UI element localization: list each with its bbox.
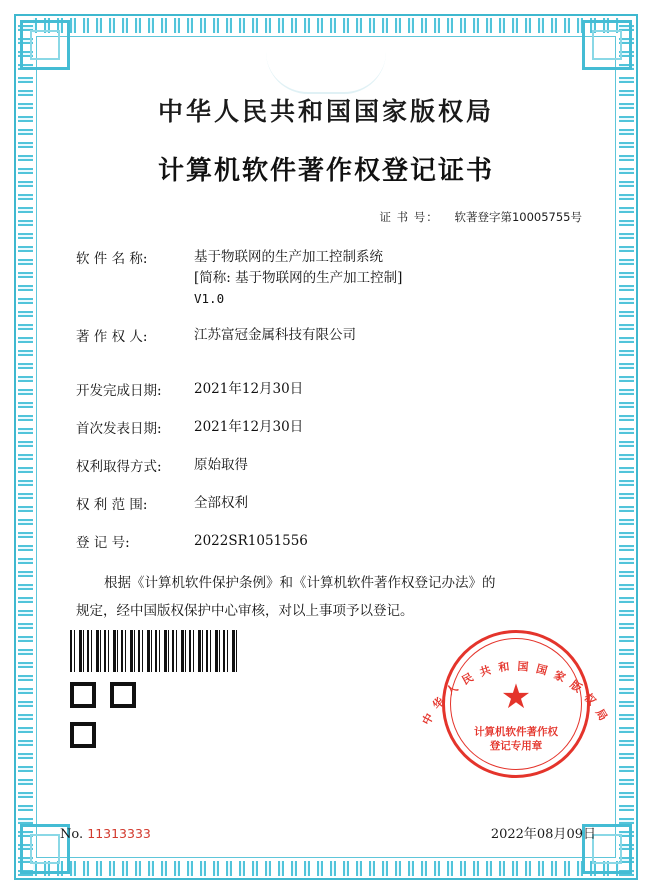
software-name-line-1: 基于物联网的生产加工控制系统 (194, 249, 383, 265)
field-label-registration-number: 登 记 号: (76, 534, 130, 551)
field-row (76, 379, 604, 400)
field-label-copyright-owner: 著 作 权 人: (76, 329, 148, 346)
field-row (76, 493, 604, 514)
border-band-bottom (18, 861, 634, 876)
field-row (76, 247, 604, 308)
software-name-line-2: [简称: 基于物联网的生产加工控制] (194, 269, 403, 286)
legal-statement-line-1: 根据《计算机软件保护条例》和《计算机软件著作权登记办法》的 (104, 574, 496, 591)
barcode (70, 630, 240, 672)
field-value-rights-scope: 全部权利 (194, 494, 248, 511)
serial-number-value: 11313333 (87, 826, 151, 841)
certificate-number-label: 证 书 号： (379, 210, 439, 224)
border-band-left (18, 18, 33, 876)
legal-statement-line-2: 规定，经中国版权保护中心审核，对以上事项予以登记。 (76, 603, 414, 620)
field-spacer (76, 363, 604, 379)
field-value-copyright-owner: 江苏富冠金属科技有限公司 (194, 327, 356, 344)
field-label-rights-acquisition: 权利取得方式: (76, 458, 162, 475)
field-row (76, 455, 604, 476)
field-label-rights-scope: 权 利 范 围: (76, 496, 148, 513)
serial-number-label: No. (60, 827, 84, 842)
star-icon: ★ (500, 679, 532, 717)
watermark-ornament (266, 52, 386, 94)
legal-statement (48, 569, 604, 626)
field-row (76, 531, 604, 552)
seal-bottom-line-2: 登记专用章 (489, 739, 543, 752)
field-row (76, 325, 604, 346)
field-label-first-publish-date: 首次发表日期: (76, 421, 162, 438)
seal-arc-text: 中 华 人 民 共 和 国 国 家 版 权 局 (419, 659, 610, 728)
field-value-software-name (194, 247, 402, 308)
software-name-version: V1.0 (194, 290, 225, 306)
field-value-registration-number: 2022SR1051556 (194, 532, 308, 549)
field-value-development-date: 2021年12月30日 (194, 381, 304, 398)
field-row (76, 417, 604, 438)
seal-bottom-line-1: 计算机软件著作权 (474, 725, 558, 738)
field-label-software-name: 软 件 名 称: (76, 251, 148, 267)
field-label-development-date: 开发完成日期: (76, 383, 162, 400)
border-band-top (18, 18, 634, 33)
field-list (48, 247, 604, 552)
field-value-rights-acquisition: 原始取得 (194, 456, 248, 473)
issue-date: 2022年08月09日 (490, 827, 596, 842)
issuer-title: 中华人民共和国国家版权局 (157, 97, 494, 126)
code-block (70, 630, 250, 748)
official-seal (419, 630, 610, 778)
border-band-right (619, 18, 634, 876)
certificate-number-value: 软著登字第10005755号 (454, 210, 582, 224)
page-title: 计算机软件著作权登记证书 (157, 156, 494, 186)
qr-code (70, 682, 136, 748)
certificate-number-row (48, 209, 604, 225)
serial-number (60, 826, 151, 842)
footer (60, 823, 596, 842)
field-value-first-publish-date: 2021年12月30日 (194, 419, 304, 436)
seal-bottom-text (445, 725, 587, 753)
